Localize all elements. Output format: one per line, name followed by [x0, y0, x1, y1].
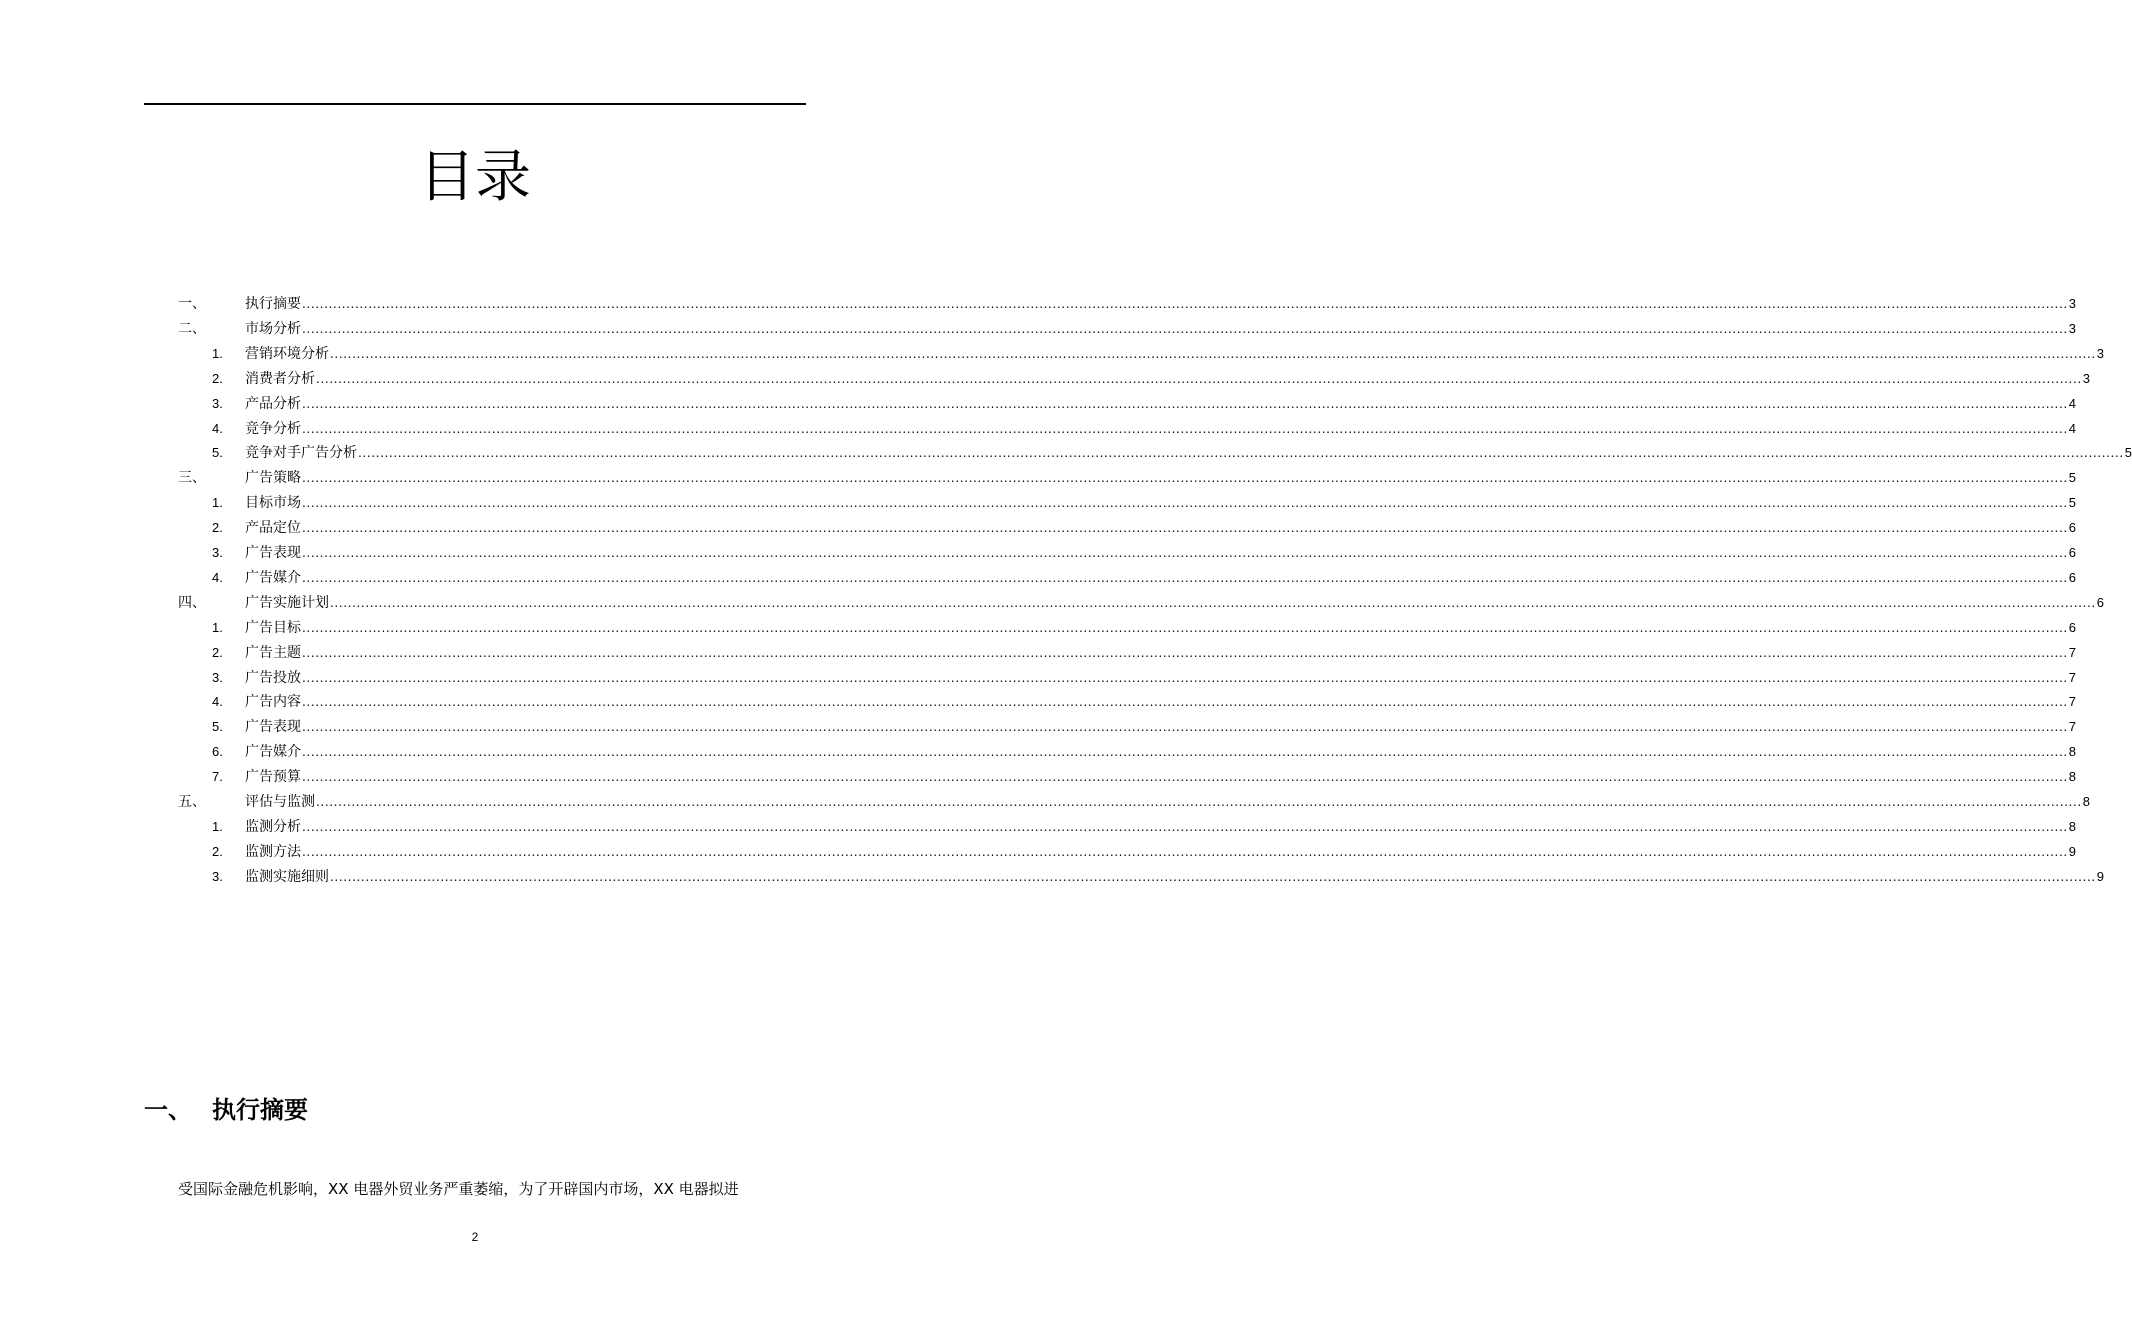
toc-entry-page: 8 — [2068, 769, 2077, 785]
toc-entry-label[interactable]: 广告表现 — [245, 545, 301, 561]
toc-entry-line — [245, 344, 2105, 364]
toc-entry-line — [245, 593, 2105, 613]
toc-entry-number: 2. — [212, 520, 223, 536]
toc-entry-line — [245, 618, 2077, 638]
toc-dot-leader: ................................................................................................................................................................................................................................................................................................................................................................................................................ — [330, 595, 2096, 610]
toc-entry-label[interactable]: 监测方法 — [245, 843, 301, 860]
toc-entry-line — [245, 443, 2132, 463]
toc-entry-number: 一、 — [178, 296, 206, 312]
toc-entry-number: 2. — [212, 644, 223, 660]
toc-entry-line — [245, 568, 2077, 588]
toc-entry-label[interactable]: 广告预算 — [245, 769, 301, 786]
toc-entry-line — [245, 518, 2077, 538]
toc-entry[interactable] — [0, 466, 2077, 491]
toc-entry-number: 4. — [212, 694, 223, 710]
toc-entry-number: 二、 — [178, 320, 206, 337]
toc-entry[interactable] — [0, 541, 2077, 566]
toc-entry[interactable] — [0, 840, 2077, 865]
section-title: 执行摘要 — [212, 1096, 308, 1124]
toc-dot-leader: ................................................................................................................................................................................................................................................................................................................................................................................................................ — [302, 570, 2068, 585]
toc-entry[interactable] — [0, 815, 2077, 840]
toc-entry-line — [245, 792, 2091, 812]
toc-entry-line — [245, 419, 2077, 439]
toc-entry-label[interactable]: 营销环境分析 — [245, 345, 329, 362]
toc-entry-line — [245, 294, 2077, 314]
toc-entry-label[interactable]: 广告表现 — [245, 719, 301, 736]
toc-entry-line — [245, 668, 2077, 688]
header-rule — [144, 103, 806, 105]
page-number: 2 — [471, 1230, 479, 1244]
toc-entry-number: 四、 — [178, 594, 206, 611]
toc-dot-leader: ................................................................................................................................................................................................................................................................................................................................................................................................................ — [302, 819, 2068, 834]
toc-entry-number: 7. — [212, 769, 223, 785]
toc-entry-page: 6 — [2068, 520, 2077, 536]
toc-entry[interactable] — [0, 790, 2091, 815]
section-heading — [144, 1092, 308, 1128]
toc-dot-leader: ................................................................................................................................................................................................................................................................................................................................................................................................................ — [302, 471, 2068, 486]
section-number: 一、 — [144, 1096, 192, 1124]
toc-entry-label[interactable]: 监测实施细则 — [245, 868, 329, 885]
toc-entry-line — [245, 842, 2077, 862]
toc-dot-leader: ................................................................................................................................................................................................................................................................................................................................................................................................................ — [302, 321, 2068, 336]
toc-entry-line — [245, 692, 2077, 712]
toc-entry-number: 3. — [212, 545, 223, 560]
toc-entry-number: 2. — [212, 843, 223, 859]
toc-entry-number: 3. — [212, 669, 223, 685]
toc-entry-label[interactable]: 评估与监测 — [245, 794, 315, 810]
toc-entry-line — [245, 867, 2105, 887]
toc-entry-page: 6 — [2068, 545, 2077, 560]
toc-entry-page: 5 — [2068, 495, 2077, 511]
toc-entry[interactable] — [0, 616, 2077, 641]
toc-entry[interactable] — [0, 666, 2077, 691]
toc-entry-page: 7 — [2068, 644, 2077, 660]
toc-entry-label[interactable]: 产品分析 — [245, 395, 301, 412]
toc-entry[interactable] — [0, 292, 2077, 317]
toc-entry-page: 6 — [2068, 619, 2077, 635]
toc-entry-label[interactable]: 广告媒介 — [245, 569, 301, 586]
toc-entry-line — [245, 543, 2077, 563]
toc-dot-leader: ................................................................................................................................................................................................................................................................................................................................................................................................................ — [302, 546, 2068, 560]
toc-entry-label[interactable]: 广告实施计划 — [245, 594, 329, 611]
toc-entry-line — [245, 369, 2091, 389]
toc-entry-page: 6 — [2068, 569, 2077, 585]
toc-entry-line — [245, 394, 2077, 414]
toc-entry-label[interactable]: 广告策略 — [245, 470, 301, 487]
toc-entry-line — [245, 319, 2077, 339]
toc-dot-leader: ................................................................................................................................................................................................................................................................................................................................................................................................................ — [302, 720, 2068, 735]
toc-entry-line — [245, 767, 2077, 787]
toc-dot-leader: ................................................................................................................................................................................................................................................................................................................................................................................................................ — [316, 371, 2082, 386]
toc-dot-leader: ................................................................................................................................................................................................................................................................................................................................................................................................................ — [302, 844, 2068, 859]
toc-entry-label[interactable]: 广告目标 — [245, 619, 301, 636]
toc-entry-number: 三、 — [178, 470, 206, 487]
toc-entry[interactable] — [0, 491, 2077, 516]
toc-dot-leader: ................................................................................................................................................................................................................................................................................................................................................................................................................ — [316, 795, 2082, 809]
toc-entry-label[interactable]: 竞争对手广告分析 — [245, 445, 357, 462]
toc-entry[interactable] — [0, 516, 2077, 541]
toc-entry-line — [245, 468, 2077, 488]
toc-entry[interactable] — [0, 392, 2077, 417]
toc-dot-leader: ................................................................................................................................................................................................................................................................................................................................................................................................................ — [302, 645, 2068, 660]
toc-entry-label[interactable]: 广告投放 — [245, 669, 301, 686]
toc-entry-label[interactable]: 广告内容 — [245, 694, 301, 711]
toc-entry[interactable] — [0, 367, 2091, 392]
toc-dot-leader: ................................................................................................................................................................................................................................................................................................................................................................................................................ — [302, 745, 2068, 760]
toc-entry-label[interactable]: 广告媒介 — [245, 744, 301, 761]
toc-entry-line — [245, 643, 2077, 663]
toc-entry[interactable] — [0, 591, 2105, 616]
toc-entry-number: 1. — [212, 818, 223, 834]
toc-dot-leader: ................................................................................................................................................................................................................................................................................................................................................................................................................ — [330, 346, 2096, 361]
toc-entry-label[interactable]: 竞争分析 — [245, 420, 301, 437]
toc-entry-page: 8 — [2082, 794, 2091, 809]
toc-entry-number: 5. — [212, 719, 223, 735]
toc-dot-leader: ................................................................................................................................................................................................................................................................................................................................................................................................................ — [302, 670, 2068, 685]
toc-entry-page: 3 — [2068, 296, 2077, 311]
toc-entry-page: 3 — [2096, 345, 2105, 361]
toc-entry-number: 4. — [212, 569, 223, 585]
toc-entry[interactable] — [0, 317, 2077, 342]
toc-dot-leader: ................................................................................................................................................................................................................................................................................................................................................................................................................ — [302, 620, 2068, 635]
toc-entry-line — [245, 817, 2077, 837]
toc-dot-leader: ................................................................................................................................................................................................................................................................................................................................................................................................................ — [358, 446, 2124, 461]
toc-entry-page: 8 — [2068, 744, 2077, 760]
toc-entry[interactable] — [0, 342, 2105, 367]
toc-entry[interactable] — [0, 566, 2077, 591]
toc-entry[interactable] — [0, 441, 2132, 466]
toc-entry-line — [245, 493, 2077, 513]
toc-entry-number: 1. — [212, 619, 223, 635]
toc-entry-page: 8 — [2068, 818, 2077, 834]
toc-entry-page: 9 — [2096, 868, 2105, 884]
toc-entry-label[interactable]: 目标市场 — [245, 495, 301, 512]
toc-entry-page: 5 — [2124, 445, 2132, 461]
toc-entry-number: 五、 — [178, 794, 206, 810]
toc-entry-label[interactable]: 广告主题 — [245, 644, 301, 661]
toc-entry[interactable] — [0, 715, 2077, 740]
toc-entry[interactable] — [0, 417, 2077, 442]
toc-dot-leader: ................................................................................................................................................................................................................................................................................................................................................................................................................ — [302, 297, 2068, 311]
toc-dot-leader: ................................................................................................................................................................................................................................................................................................................................................................................................................ — [302, 521, 2068, 536]
toc-entry-page: 4 — [2068, 395, 2077, 411]
toc-entry-page: 5 — [2068, 470, 2077, 486]
toc-dot-leader: ................................................................................................................................................................................................................................................................................................................................................................................................................ — [330, 869, 2096, 884]
toc-entry-number: 4. — [212, 420, 223, 436]
toc-entry-page: 4 — [2068, 420, 2077, 436]
toc-dot-leader: ................................................................................................................................................................................................................................................................................................................................................................................................................ — [302, 421, 2068, 436]
toc-entry-number: 5. — [212, 445, 223, 461]
toc-entry[interactable] — [0, 690, 2077, 715]
toc-entry-label[interactable]: 市场分析 — [245, 320, 301, 337]
toc-entry[interactable] — [0, 765, 2077, 790]
toc-dot-leader: ................................................................................................................................................................................................................................................................................................................................................................................................................ — [302, 695, 2068, 710]
toc-dot-leader: ................................................................................................................................................................................................................................................................................................................................................................................................................ — [302, 396, 2068, 411]
toc-dot-leader: ................................................................................................................................................................................................................................................................................................................................................................................................................ — [302, 496, 2068, 511]
toc-entry-page: 9 — [2068, 843, 2077, 859]
toc-entry-number: 3. — [212, 395, 223, 411]
toc-entry[interactable] — [0, 740, 2077, 765]
toc-entry-label[interactable]: 执行摘要 — [245, 296, 301, 312]
toc-entry-label[interactable]: 监测分析 — [245, 818, 301, 835]
toc-entry-number: 3. — [212, 868, 223, 884]
toc-entry-page: 3 — [2068, 320, 2077, 336]
body-paragraph: 受国际金融危机影响，XX 电器外贸业务严重萎缩，为了开辟国内市场，XX 电器拟进 — [178, 1180, 739, 1198]
toc-dot-leader: ................................................................................................................................................................................................................................................................................................................................................................................................................ — [302, 770, 2068, 785]
toc-entry-page: 6 — [2096, 594, 2105, 610]
toc-entry-number: 1. — [212, 495, 223, 511]
toc-entry-number: 2. — [212, 370, 223, 386]
toc-entry-label[interactable]: 产品定位 — [245, 520, 301, 537]
toc-entry[interactable] — [0, 865, 2105, 890]
toc-entry[interactable] — [0, 641, 2077, 666]
toc-entry-page: 7 — [2068, 669, 2077, 685]
toc-entry-number: 6. — [212, 744, 223, 760]
toc-entry-label[interactable]: 消费者分析 — [245, 370, 315, 387]
toc-title: 目录 — [419, 145, 531, 210]
toc-entry-page: 3 — [2082, 370, 2091, 386]
toc-entry-line — [245, 717, 2077, 737]
toc-entry-page: 7 — [2068, 719, 2077, 735]
toc-entry-number: 1. — [212, 345, 223, 361]
toc-entry-page: 7 — [2068, 694, 2077, 710]
toc-entry-line — [245, 742, 2077, 762]
